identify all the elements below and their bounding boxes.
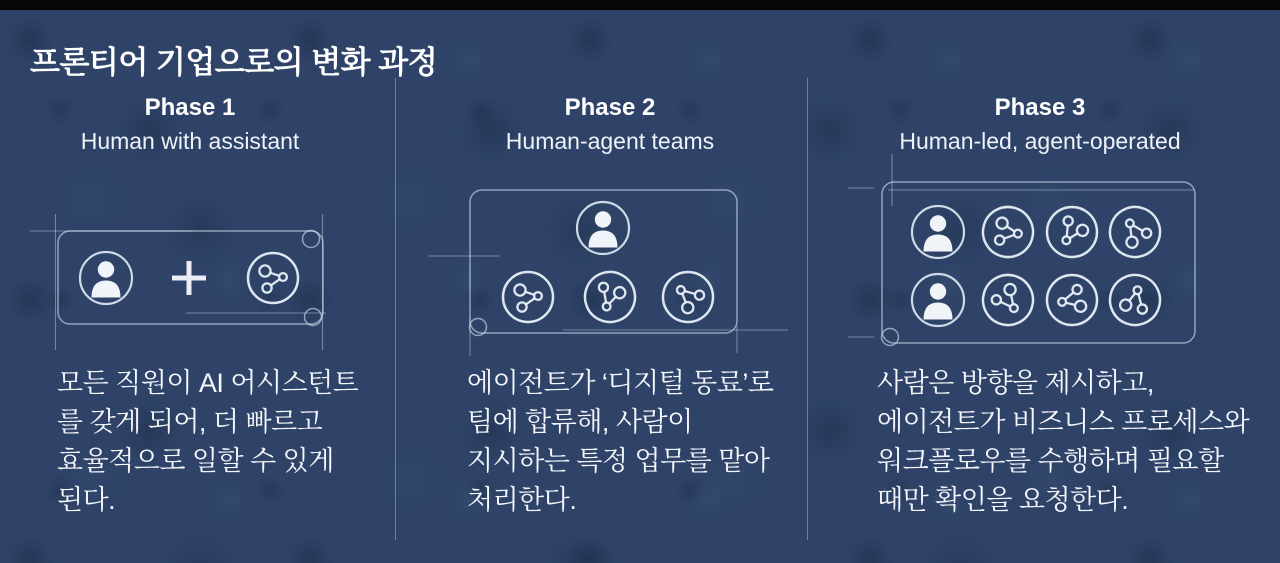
page-title: 프론티어 기업으로의 변화 과정 xyxy=(30,44,438,80)
column-divider-2 xyxy=(807,78,808,540)
top-black-bar xyxy=(0,0,1280,10)
agent-network-icon xyxy=(503,272,553,322)
agent-network-icon xyxy=(1103,268,1167,332)
phase-3-blueprint-diagram xyxy=(848,148,1252,360)
phase-3-description xyxy=(877,364,1249,520)
desc-line: 를 갖게 되어, 더 빠르고 xyxy=(57,407,323,437)
desc-line: 에이전트가 ‘디지털 동료’로 xyxy=(467,368,774,398)
phase-3-subtitle: Human-led, agent-operated xyxy=(899,128,1181,154)
desc-line: 때만 확인을 요청한다. xyxy=(877,485,1129,515)
agent-network-icon xyxy=(653,262,723,332)
human-avatar-icon xyxy=(577,202,629,254)
phase-2-title: Phase 2 xyxy=(564,94,656,121)
human-avatar-icon xyxy=(912,206,964,258)
column-divider-1 xyxy=(395,78,396,540)
desc-line: 처리한다. xyxy=(467,485,577,515)
desc-line: 된다. xyxy=(57,485,116,515)
agent-network-icon xyxy=(1102,199,1168,265)
phase-1-description xyxy=(57,364,358,520)
agent-network-icon xyxy=(1037,197,1107,267)
agent-network-icon xyxy=(977,201,1038,262)
phase-2-description xyxy=(467,364,773,520)
plus-icon xyxy=(172,261,206,295)
human-avatar-icon xyxy=(912,274,964,326)
agent-network-icon xyxy=(577,264,643,330)
phase-2-subtitle: Human-agent teams xyxy=(505,128,715,154)
desc-line: 워크플로우를 수행하며 필요할 xyxy=(877,446,1224,476)
human-avatar-icon xyxy=(80,252,132,304)
phase-3-title: Phase 3 xyxy=(994,94,1086,121)
agent-network-icon xyxy=(248,253,298,303)
phase-1-subtitle: Human with assistant xyxy=(80,128,300,154)
agent-network-icon xyxy=(1045,273,1099,327)
desc-line: 사람은 방향을 제시하고, xyxy=(877,368,1154,398)
desc-line: 팀에 합류해, 사람이 xyxy=(467,407,693,437)
desc-line: 지시하는 특정 업무를 맡아 xyxy=(467,446,770,476)
desc-line: 에이전트가 비즈니스 프로세스와 xyxy=(877,407,1250,437)
agent-network-icon xyxy=(974,266,1042,334)
phase-1-title: Phase 1 xyxy=(144,94,236,121)
desc-line: 효율적으로 일할 수 있게 xyxy=(57,446,334,476)
desc-line: 모든 직원이 AI 어시스턴트 xyxy=(57,368,359,398)
phase-1-blueprint-diagram xyxy=(28,202,363,354)
phase-2-blueprint-diagram xyxy=(428,178,793,358)
